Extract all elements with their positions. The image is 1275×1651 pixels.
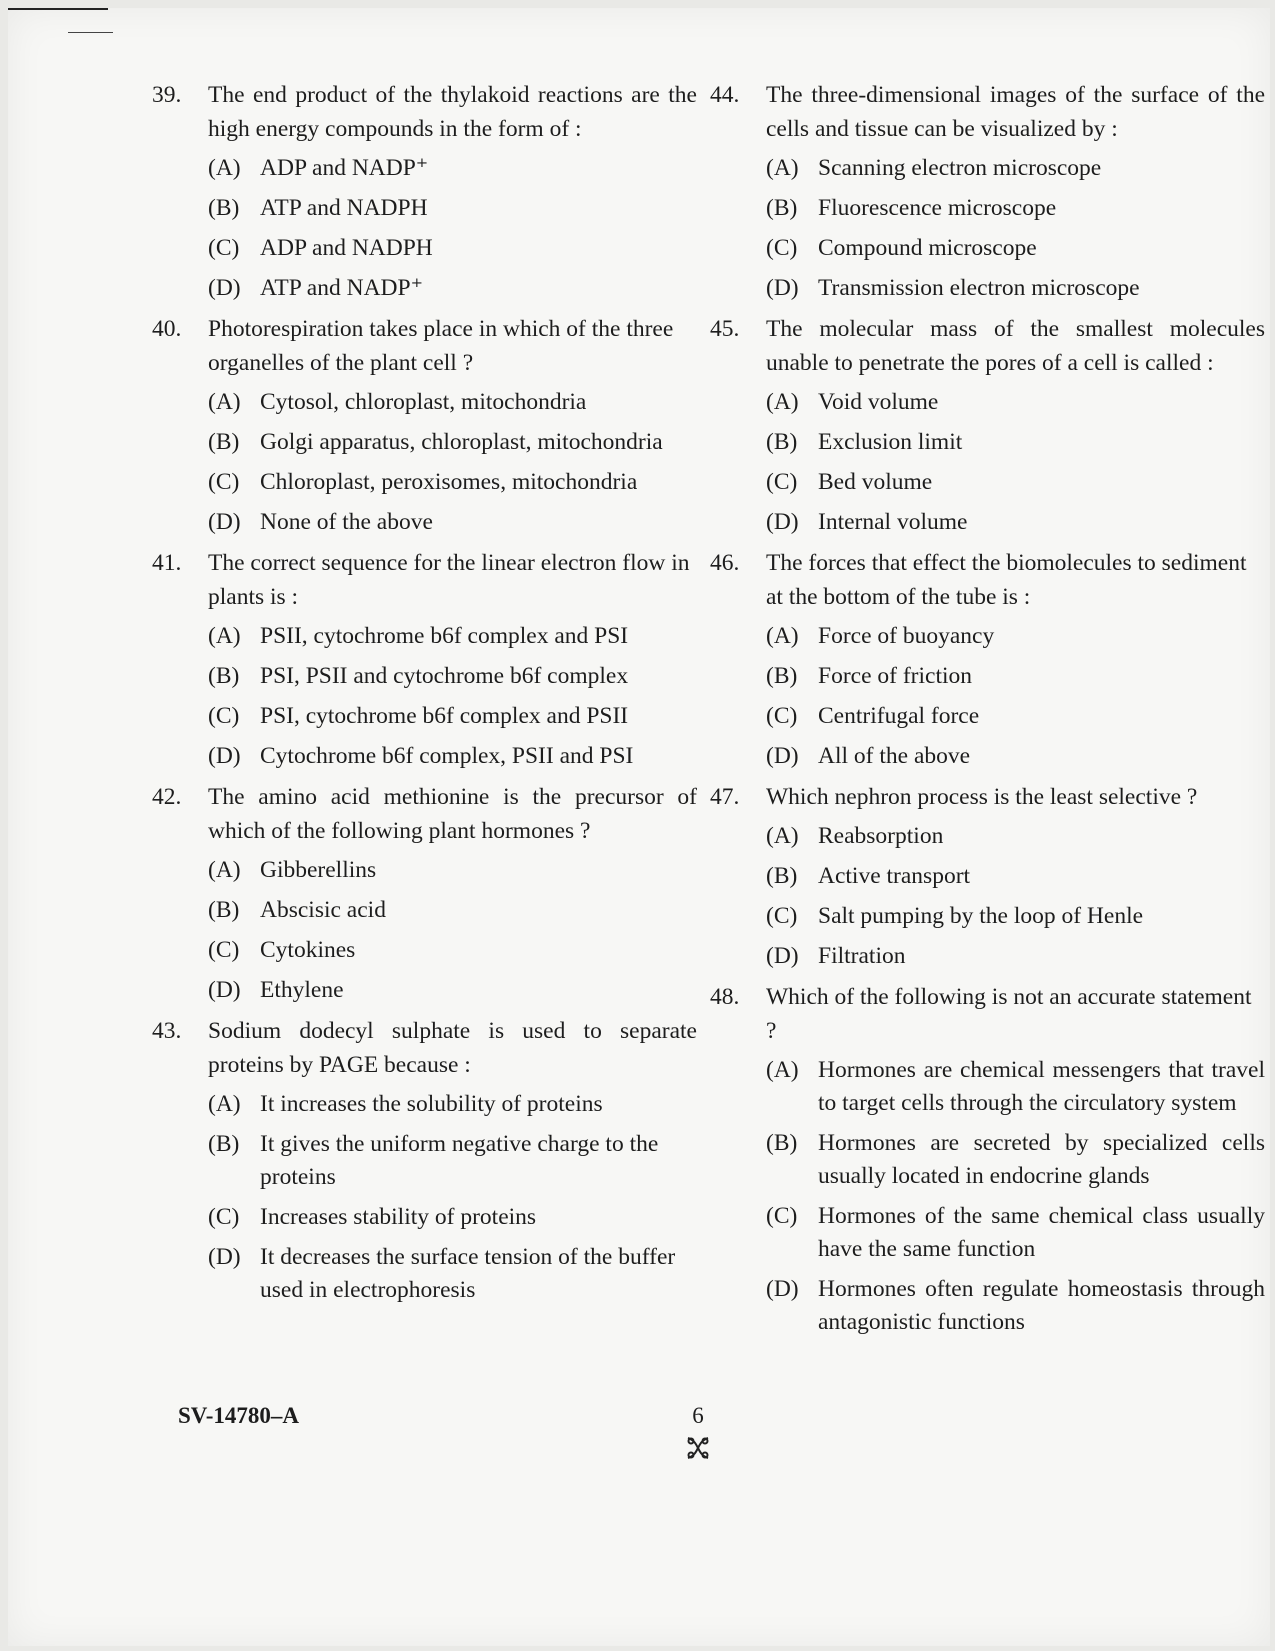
option-text: Ethylene bbox=[260, 977, 344, 1003]
option-label: (C) bbox=[208, 937, 240, 963]
option-text: Force of friction bbox=[818, 663, 973, 689]
option-label: (D) bbox=[766, 275, 799, 301]
option-label: (A) bbox=[208, 857, 241, 883]
option-text: ADP and NADPH bbox=[260, 235, 433, 261]
right-column bbox=[710, 78, 1265, 1346]
option-c bbox=[208, 700, 697, 733]
question-number: 47. bbox=[710, 784, 740, 810]
option-label: (B) bbox=[208, 897, 240, 923]
option-text: ATP and NADPH bbox=[260, 195, 428, 221]
option-text: Centrifugal force bbox=[818, 703, 980, 729]
question-stem: The three-dimensional images of the surface of the cells and tissue can be visualized by : bbox=[766, 82, 1265, 142]
option-text: None of the above bbox=[260, 509, 433, 535]
option-b bbox=[208, 1128, 697, 1194]
corner-mark bbox=[8, 8, 108, 10]
option-label: (C) bbox=[766, 903, 798, 929]
question-number: 39. bbox=[152, 82, 182, 108]
option-text: Cytosol, chloroplast, mitochondria bbox=[260, 389, 587, 415]
option-d bbox=[208, 1241, 697, 1307]
option-label: (D) bbox=[766, 943, 799, 969]
option-a bbox=[208, 854, 697, 887]
question-number: 48. bbox=[710, 984, 740, 1010]
question-number: 46. bbox=[710, 550, 740, 576]
option-label: (C) bbox=[208, 1204, 240, 1230]
option-text: PSI, cytochrome b6f complex and PSII bbox=[260, 703, 629, 729]
option-label: (C) bbox=[766, 1203, 798, 1229]
option-label: (D) bbox=[208, 275, 241, 301]
question-40 bbox=[152, 312, 697, 539]
option-d bbox=[766, 940, 1265, 973]
question-stem: The forces that effect the biomolecules to sediment at the bottom of the tube is : bbox=[766, 550, 1247, 610]
question-number: 42. bbox=[152, 784, 182, 810]
option-text: Bed volume bbox=[818, 469, 933, 495]
option-label: (C) bbox=[208, 703, 240, 729]
question-46 bbox=[710, 546, 1265, 773]
option-label: (D) bbox=[766, 743, 799, 769]
option-label: (D) bbox=[208, 977, 241, 1003]
option-label: (B) bbox=[208, 663, 240, 689]
option-text: Transmission electron microscope bbox=[818, 275, 1140, 301]
option-b bbox=[208, 426, 697, 459]
option-text: Void volume bbox=[818, 389, 939, 415]
option-a bbox=[766, 152, 1265, 185]
option-text: Increases stability of proteins bbox=[260, 1204, 537, 1230]
option-text: Hormones are secreted by specialized cells usually located in endocrine glands bbox=[818, 1130, 1265, 1189]
option-label: (A) bbox=[208, 389, 241, 415]
option-label: (B) bbox=[208, 195, 240, 221]
corner-mark-2 bbox=[68, 32, 113, 33]
option-a bbox=[766, 386, 1265, 419]
option-text: Scanning electron microscope bbox=[818, 155, 1102, 181]
page-number: 6 bbox=[692, 1403, 704, 1428]
option-text: PSII, cytochrome b6f complex and PSI bbox=[260, 623, 629, 649]
option-label: (B) bbox=[208, 1131, 240, 1157]
option-a bbox=[766, 620, 1265, 653]
option-label: (A) bbox=[766, 389, 799, 415]
option-label: (B) bbox=[766, 429, 798, 455]
option-label: (C) bbox=[766, 235, 798, 261]
question-number: 45. bbox=[710, 316, 740, 342]
option-d bbox=[208, 974, 697, 1007]
option-a bbox=[766, 1054, 1265, 1120]
option-text: Filtration bbox=[818, 943, 906, 969]
option-text: Force of buoyancy bbox=[818, 623, 995, 649]
option-label: (A) bbox=[208, 155, 241, 181]
option-label: (D) bbox=[208, 509, 241, 535]
option-label: (D) bbox=[766, 1276, 799, 1302]
option-text: Reabsorption bbox=[818, 823, 944, 849]
option-b bbox=[766, 1127, 1265, 1193]
option-c bbox=[766, 1200, 1265, 1266]
question-number: 43. bbox=[152, 1018, 182, 1044]
question-stem: The amino acid methionine is the precursor of which of the following plant hormones ? bbox=[208, 784, 697, 844]
option-b bbox=[766, 860, 1265, 893]
option-text: Exclusion limit bbox=[818, 429, 963, 455]
question-42 bbox=[152, 780, 697, 1007]
option-label: (C) bbox=[766, 703, 798, 729]
option-text: It increases the solubility of proteins bbox=[260, 1091, 603, 1117]
option-text: Chloroplast, peroxisomes, mitochondria bbox=[260, 469, 638, 495]
option-text: Internal volume bbox=[818, 509, 968, 535]
question-stem: Photorespiration takes place in which of the three organelles of the plant cell ? bbox=[208, 316, 674, 376]
question-39 bbox=[152, 78, 697, 305]
question-47 bbox=[710, 780, 1265, 973]
flourish-ornament-icon bbox=[684, 1434, 712, 1462]
question-stem: The end product of the thylakoid reactions are the high energy compounds in the form of : bbox=[208, 82, 697, 142]
option-label: (B) bbox=[208, 429, 240, 455]
question-44 bbox=[710, 78, 1265, 305]
option-label: (B) bbox=[766, 863, 798, 889]
option-text: It decreases the surface tension of the buffer used in electrophoresis bbox=[260, 1244, 676, 1303]
option-b bbox=[208, 894, 697, 927]
option-c bbox=[766, 900, 1265, 933]
option-text: Salt pumping by the loop of Henle bbox=[818, 903, 1144, 929]
option-c bbox=[766, 466, 1265, 499]
option-text: Cytokines bbox=[260, 937, 356, 963]
option-label: (A) bbox=[208, 623, 241, 649]
option-text: It gives the uniform negative charge to the proteins bbox=[260, 1131, 659, 1190]
option-label: (C) bbox=[766, 469, 798, 495]
option-b bbox=[766, 426, 1265, 459]
question-stem: Which nephron process is the least selective ? bbox=[766, 784, 1198, 810]
option-text: Hormones are chemical messengers that travel to target cells through the circulatory system bbox=[818, 1057, 1265, 1116]
option-text: Abscisic acid bbox=[260, 897, 386, 923]
option-label: (A) bbox=[766, 623, 799, 649]
option-text: Fluorescence microscope bbox=[818, 195, 1057, 221]
option-d bbox=[208, 506, 697, 539]
option-d bbox=[766, 272, 1265, 305]
option-text: Gibberellins bbox=[260, 857, 377, 883]
option-label: (A) bbox=[208, 1091, 241, 1117]
option-text: Golgi apparatus, chloroplast, mitochondria bbox=[260, 429, 663, 455]
option-label: (B) bbox=[766, 1130, 798, 1156]
option-text: Cytochrome b6f complex, PSII and PSI bbox=[260, 743, 634, 769]
question-48 bbox=[710, 980, 1265, 1339]
option-a bbox=[208, 620, 697, 653]
option-text: Hormones of the same chemical class usually have the same function bbox=[818, 1203, 1265, 1262]
option-a bbox=[208, 152, 697, 185]
option-label: (D) bbox=[208, 1244, 241, 1270]
option-text: Active transport bbox=[818, 863, 971, 889]
option-a bbox=[766, 820, 1265, 853]
option-label: (D) bbox=[208, 743, 241, 769]
question-number: 44. bbox=[710, 82, 740, 108]
option-text: Hormones often regulate homeostasis through antagonistic functions bbox=[818, 1276, 1265, 1335]
exam-page bbox=[8, 8, 1270, 1646]
option-label: (B) bbox=[766, 663, 798, 689]
option-label: (A) bbox=[766, 155, 799, 181]
question-stem: Sodium dodecyl sulphate is used to separate proteins by PAGE because : bbox=[208, 1018, 697, 1078]
option-text: ATP and NADP⁺ bbox=[260, 275, 423, 301]
option-label: (A) bbox=[766, 823, 799, 849]
question-number: 40. bbox=[152, 316, 182, 342]
option-b bbox=[766, 192, 1265, 225]
question-stem: The molecular mass of the smallest molecules unable to penetrate the pores of a cell is called : bbox=[766, 316, 1265, 376]
question-stem: The correct sequence for the linear electron flow in plants is : bbox=[208, 550, 690, 610]
option-c bbox=[766, 700, 1265, 733]
option-b bbox=[766, 660, 1265, 693]
question-41 bbox=[152, 546, 697, 773]
question-45 bbox=[710, 312, 1265, 539]
left-column bbox=[152, 78, 697, 1314]
option-text: All of the above bbox=[818, 743, 971, 769]
option-c bbox=[208, 466, 697, 499]
option-label: (D) bbox=[766, 509, 799, 535]
option-text: ADP and NADP⁺ bbox=[260, 155, 429, 181]
question-stem: Which of the following is not an accurate statement ? bbox=[766, 984, 1252, 1044]
option-text: PSI, PSII and cytochrome b6f complex bbox=[260, 663, 629, 689]
option-c bbox=[208, 232, 697, 265]
option-d bbox=[766, 1273, 1265, 1339]
question-number: 41. bbox=[152, 550, 182, 576]
option-a bbox=[208, 386, 697, 419]
option-d bbox=[208, 272, 697, 305]
option-c bbox=[766, 232, 1265, 265]
question-43 bbox=[152, 1014, 697, 1307]
option-c bbox=[208, 1201, 697, 1234]
option-b bbox=[208, 192, 697, 225]
option-label: (B) bbox=[766, 195, 798, 221]
option-label: (C) bbox=[208, 235, 240, 261]
booklet-code: SV-14780–A bbox=[178, 1403, 299, 1428]
option-a bbox=[208, 1088, 697, 1121]
option-text: Compound microscope bbox=[818, 235, 1037, 261]
option-label: (A) bbox=[766, 1057, 799, 1083]
option-d bbox=[208, 740, 697, 773]
option-label: (C) bbox=[208, 469, 240, 495]
option-b bbox=[208, 660, 697, 693]
option-d bbox=[766, 740, 1265, 773]
option-c bbox=[208, 934, 697, 967]
option-d bbox=[766, 506, 1265, 539]
